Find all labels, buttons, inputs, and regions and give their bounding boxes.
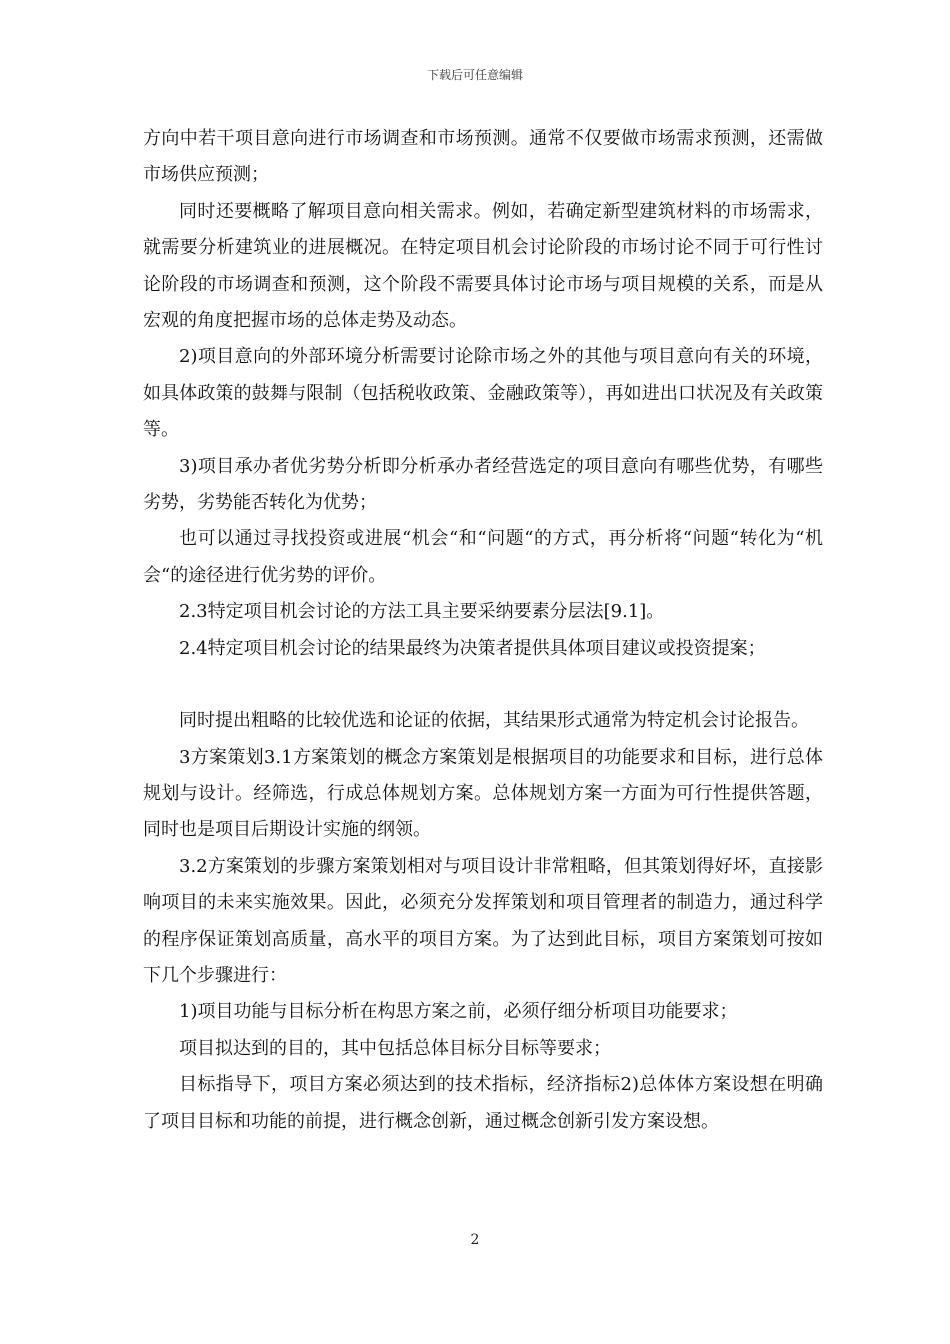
paragraph-strengths-weaknesses: 3)项目承办者优劣势分析即分析承办者经营选定的项目意向有哪些优势，有哪些劣势，劣势能否转化为优势； [143, 455, 823, 514]
paragraph-scheme-steps: 3.2方案策划的步骤方案策划相对与项目设计非常粗略，但其策划得好坏，直接影响项目的未来实施效果。因此，必须充分发挥策划和项目管理者的制造力，通过科学的程序保证策划高质量，高水平的项目方案。为了达到此目标，项目方案策划可按如下几个步骤进行： [143, 855, 823, 986]
paragraph-scheme-concept: 3方案策划3.1方案策划的概念方案策划是根据项目的功能要求和目标，进行总体规划与设计。经筛选，行成总体规划方案。总体规划方案一方面为可行性提供答题，同时也是项目后期设计实施的纲领。 [143, 746, 823, 841]
paragraph-function-goal: 1)项目功能与目标分析在构思方案之前，必须仔细分析项目功能要求； [179, 1001, 738, 1023]
paragraph-research-result: 2.4特定项目机会讨论的结果最终为决策者提供具体项目建议或投资提案； [179, 637, 766, 659]
paragraph-project-purpose: 项目拟达到的目的，其中包括总体目标分目标等要求； [179, 1037, 611, 1059]
paragraph-external-environment: 2)项目意向的外部环境分析需要讨论除市场之外的其他与项目意向有关的环境，如具体政策的鼓舞与限制（包括税收政策、金融政策等），再如进出口状况及有关政策等。 [143, 346, 823, 441]
paragraph-report: 同时提出粗略的比较优选和论证的依据，其结果形式通常为特定机会讨论报告。 [179, 710, 809, 732]
paragraph-method-tools: 2.3特定项目机会讨论的方法工具主要采纳要素分层法[9.1]。 [179, 601, 665, 623]
paragraph-technical-indicators: 目标指导下，项目方案必须达到的技术指标，经济指标2)总体体方案设想在明确了项目目标和功能的前提，进行概念创新，通过概念创新引发方案设想。 [143, 1074, 823, 1132]
page-header-note: 下载后可任意编辑 [426, 68, 523, 82]
blank-line [143, 667, 823, 703]
paragraph-opportunity-problem: 也可以通过寻找投资或进展“机会“和“问题“的方式，再分析将“问题“转化为“机会“的途径进行优劣势的评价。 [143, 528, 823, 586]
page-number: 2 [470, 1232, 480, 1248]
document-body [143, 121, 823, 1140]
paragraph-demand-overview: 同时还要概略了解项目意向相关需求。例如，若确定新型建筑材料的市场需求，就需要分析建筑业的进展概况。在特定项目机会讨论阶段的市场讨论不同于可行性讨论阶段的市场调查和预测，这个阶段不需要具体讨论市场与项目规模的关系，而是从宏观的角度把握市场的总体走势及动态。 [143, 200, 823, 332]
paragraph-market-forecast: 方向中若干项目意向进行市场调查和市场预测。通常不仅要做市场需求预测，还需做市场供应预测； [143, 128, 823, 186]
